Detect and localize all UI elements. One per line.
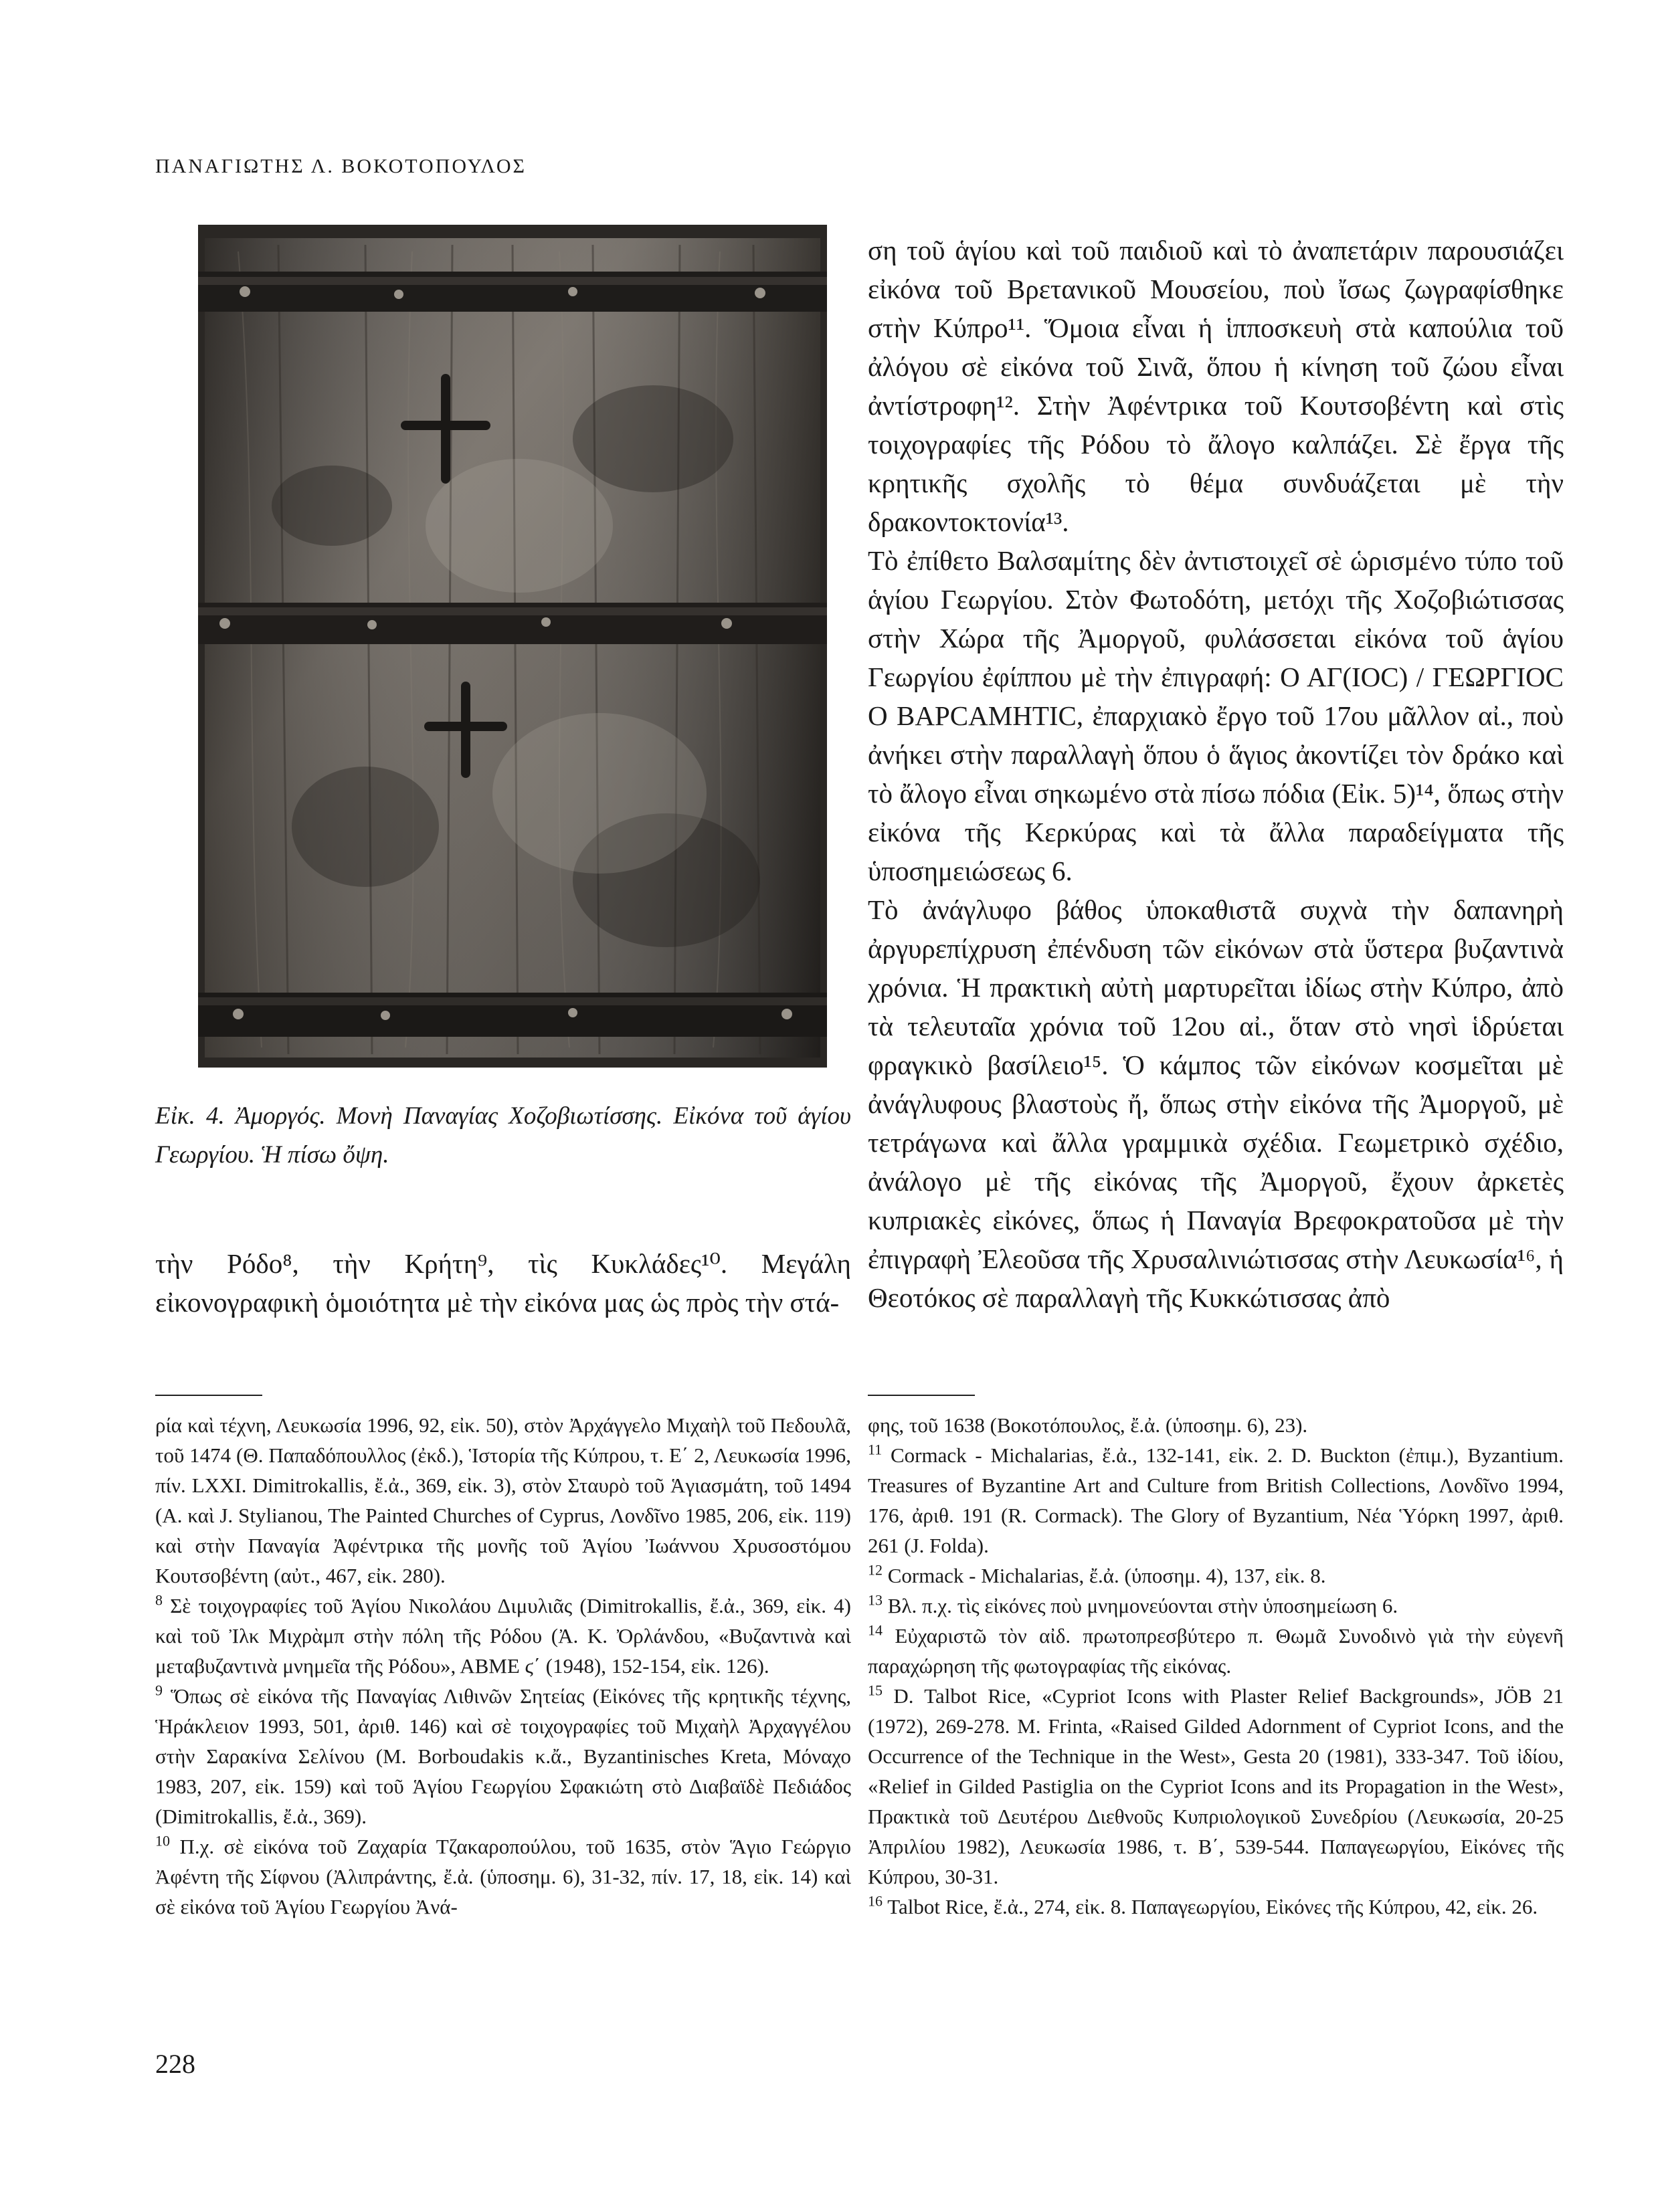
footnote-text: Ὅπως σὲ εἰκόνα τῆς Παναγίας Λιθινῶν Σητείας (Εἰκόνες τῆς κρητικῆς τέχνης, Ἡράκλειον 1993, 501, ἀριθ. 146) καὶ σὲ τοιχογραφίες τοῦ Μιχαὴλ Ἀρχαγγέλου στὴν Σαρακίνα Σελίνου (M. Borboudakis κ.ἄ., Byzantinisches Kreta, Μόναχο 1983, 207, εἰκ. 159) καὶ τοῦ Ἁγίου Γεωργίου Σφακιώτη στὸ Διαβαϊδὲ Πεδιάδος (Dimitrokallis, ἔ.ἀ., 369). [155,1684,852,1828]
footnote-text: Cormack - Michalarias, ἔ.ἀ. (ὑποσημ. 4), 137, εἰκ. 8. [887,1564,1326,1587]
body-text-right [868,231,1564,1317]
footnote [155,1591,851,1681]
paragraph: Τὸ ἐπίθετο Βαλσαμίτης δὲν ἀντιστοιχεῖ σὲ ὡρισμένο τύπο τοῦ ἁγίου Γεωργίου. Στὸν Φωτοδότη, μετόχι τῆς Χοζοβιώτισσας στὴν Χώρα τῆς Ἀμοργοῦ, φυλάσσεται εἰκόνα τοῦ ἁγίου Γεωργίου ἐφίππου μὲ τὴν ἐπιγραφή: Ο ΑΓ(ΙΟC) / ΓΕΩΡΓΙΟC Ο ΒΑΡCΑΜΗΤΙC, ἐπαρχιακὸ ἔργο τοῦ 17ου μᾶλλον αἰ., ποὺ ἀνήκει στὴν παραλλαγὴ ὅπου ὁ ἅγιος ἀκοντίζει τὸν δράκο καὶ τὸ ἄλογο εἶναι σηκωμένο στὰ πίσω πόδια (Εἰκ. 5)¹⁴, ὅπως στὴν εἰκόνα τῆς Κερκύρας καὶ τὰ ἄλλα παραδείγματα τῆς ὑποσημειώσεως 6. [868,545,1564,886]
footnote [868,1410,1564,1440]
footnote-number: 9 [155,1682,163,1699]
paragraph: ση τοῦ ἁγίου καὶ τοῦ παιδιοῦ καὶ τὸ ἀναπετάριν παρουσιάζει εἰκόνα τοῦ Βρετανικοῦ Μουσείου, ποὺ ἴσως ζωγραφίσθηκε στὴν Κύπρο¹¹. Ὅμοια εἶναι ἡ ἱπποσκευὴ στὰ καπούλια τοῦ ἀλόγου σὲ εἰκόνα τοῦ Σινᾶ, ὅπου ἡ κίνηση τοῦ ζώου εἶναι ἀντίστροφη¹². Στὴν Ἀφέντρικα τοῦ Κουτσοβέντη καὶ στὶς τοιχογραφίες τῆς Ρόδου τὸ ἄλογο καλπάζει. Σὲ ἔργα τῆς κρητικῆς σχολῆς τὸ θέμα συνδυάζεται μὲ τὴν δρακοντοκτονία¹³. [868,235,1564,537]
footnote [155,1831,851,1922]
footnote-text: Talbot Rice, ἔ.ἀ., 274, εἰκ. 8. Παπαγεωργίου, Εἰκόνες τῆς Κύπρου, 42, εἰκ. 26. [887,1895,1538,1918]
footnote [868,1892,1564,1922]
footnote-text: φης, τοῦ 1638 (Βοκοτόπουλος, ἔ.ἀ. (ὑποσημ. 6), 23). [868,1413,1308,1437]
footnote-separator-right [868,1395,975,1396]
footnote-number: 15 [868,1682,883,1699]
body-text-left: τὴν Ρόδο⁸, τὴν Κρήτη⁹, τὶς Κυκλάδες¹⁰. Μεγάλη εἰκονογραφικὴ ὁμοιότητα μὲ τὴν εἰκόνα μας ὡς πρὸς τὴν στά- [155,1248,851,1318]
footnote-text: Εὐχαριστῶ τὸν αἰδ. πρωτοπρεσβύτερο π. Θωμᾶ Συνοδινὸ γιὰ τὴν εὐγενῆ παραχώρηση τῆς φωτογραφίας τῆς εἰκόνας. [868,1624,1564,1678]
footnote-text: Σὲ τοιχογραφίες τοῦ Ἁγίου Νικολάου Διμυλιᾶς (Dimitrokallis, ἔ.ἀ., 369, εἰκ. 4) καὶ τοῦ Ἰλκ Μιχρὰμπ στὴν πόλη τῆς Ρόδου (Ἀ. Κ. Ὀρλάνδου, «Βυζαντινὰ καὶ μεταβυζαντινὰ μνημεῖα τῆς Ρόδου», ΑΒΜΕ ϛ΄ (1948), 152-154, εἰκ. 126). [155,1594,852,1678]
footnote [868,1591,1564,1621]
footnote-text: Π.χ. σὲ εἰκόνα τοῦ Ζαχαρία Τζακαροπούλου, τοῦ 1635, στὸν Ἅγιο Γεώργιο Ἀφέντη τῆς Σίφνου (Ἀλιπράντης, ἔ.ἀ. (ὑποσημ. 6), 31-32, πίν. 17, 18, εἰκ. 14) καὶ σὲ εἰκόνα τοῦ Ἁγίου Γεωργίου Ἀνά- [155,1835,852,1918]
footnote-text: ρία καὶ τέχνη, Λευκωσία 1996, 92, εἰκ. 50), στὸν Ἀρχάγγελο Μιχαὴλ τοῦ Πεδουλᾶ, τοῦ 1474 (Θ. Παπαδόπουλλος (ἐκδ.), Ἱστορία τῆς Κύπρου, τ. Ε΄ 2, Λευκωσία 1996, πίν. LXXI. Dimitrokallis, ἔ.ἀ., 369, εἰκ. 3), στὸν Σταυρὸ τοῦ Ἁγιασμάτη, τοῦ 1494 (Α. καὶ J. Stylianou, The Painted Churches of Cyprus, Λονδῖνο 1985, 206, εἰκ. 119) καὶ στὴν Παναγία Ἀφέντρικα τῆς μονῆς τοῦ Ἁγίου Ἰωάννου Χρυσοστόμου Κουτσοβέντη (αὐτ., 467, εἰκ. 280). [155,1413,851,1587]
footnote-number: 8 [155,1591,163,1609]
footnote-text: D. Talbot Rice, «Cypriot Icons with Plaster Relief Backgrounds», JÖB 21 (1972), 269-278. M. Frinta, «Raised Gilded Adornment of Cypriot Icons, and the Occurrence of the Technique in the West», Gesta 20 (1981), 333-347. Τοῦ ἰδίου, «Relief in Gilded Pastiglia on the Cypriot Icons and its Propagation in the West», Πρακτικὰ τοῦ Δευτέρου Διεθνοῦς Κυπριολογικοῦ Συνεδρίου (Λευκωσία, 20-25 Ἀπριλίου 1982), Λευκωσία 1986, τ. Β΄, 539-544. Παπαγεωργίου, Εἰκόνες τῆς Κύπρου, 30-31. [868,1684,1564,1888]
footnote [868,1440,1564,1561]
footnote [868,1561,1564,1591]
footnote-number: 10 [155,1832,170,1849]
footnote-number: 13 [868,1591,883,1609]
wooden-panel-photo [198,225,827,1068]
footnote [868,1681,1564,1892]
running-head: ΠΑΝΑΓΙΩΤΗΣ Λ. ΒΟΚΟΤΟΠΟΥΛΟΣ [155,155,527,177]
footnotes-right [868,1410,1564,1922]
footnote-number: 14 [868,1621,883,1639]
footnote-number: 16 [868,1892,883,1910]
figure-caption: Εἰκ. 4. Ἀμοργός. Μονὴ Παναγίας Χοζοβιωτίσσης. Εἰκόνα τοῦ ἁγίου Γεωργίου. Ἡ πίσω ὄψη. [155,1102,851,1169]
paragraph: Τὸ ἀνάγλυφο βάθος ὑποκαθιστᾶ συχνὰ τὴν δαπανηρὴ ἀργυρεπίχρυση ἐπένδυση τῶν εἰκόνων στὰ ὕστερα βυζαντινὰ χρόνια. Ἡ πρακτικὴ αὐτὴ μαρτυρεῖται ἰδίως στὴν Κύπρο, ἀπὸ τὰ τελευταῖα χρόνια τοῦ 12ου αἰ., ὅταν στὸ νησὶ ἱδρύεται φραγκικὸ βασίλειο¹⁵. Ὁ κάμπος τῶν εἰκόνων κοσμεῖται μὲ ἀνάγλυφους βλαστοὺς ἤ, ὅπως στὴν εἰκόνα τῆς Ἀμοργοῦ, μὲ τετράγωνα καὶ ἄλλα γραμμικὰ σχέδια. Γεωμετρικὸ σχέδιο, ἀνάλογο μὲ τῆς εἰκόνας τῆς Ἀμοργοῦ, ἔχουν ἀρκετὲς κυπριακὲς εἰκόνες, ὅπως ἡ Παναγία Βρεφοκρατοῦσα μὲ τὴν ἐπιγραφὴ Ἐλεοῦσα τῆς Χρυσαλινιώτισσας στὴν Λευκωσία¹⁶, ἡ Θεοτόκος σὲ παραλλαγὴ τῆς Κυκκώτισσας ἀπὸ [868,894,1564,1313]
footnote-text: Βλ. π.χ. τὶς εἰκόνες ποὺ μνημονεύονται στὴν ὑποσημείωση 6. [887,1594,1398,1617]
figure-icon-back-photo [198,225,827,1068]
footnotes-left [155,1410,851,1922]
footnote-number: 12 [868,1561,883,1579]
footnote [868,1621,1564,1681]
page-number: 228 [155,2049,195,2079]
footnote-number: 11 [868,1441,883,1458]
footnote [155,1410,851,1591]
footnote-text: Cormack - Michalarias, ἔ.ἀ., 132-141, εἰκ. 2. D. Buckton (ἐπιμ.), Byzantium. Treasures of Byzantine Art and Culture from British Collections, Λονδῖνο 1994, 176, ἀριθ. 191 (R. Cormack). The Glory of Byzantium, Νέα Ὑόρκη 1997, ἀριθ. 261 (J. Folda). [868,1443,1564,1557]
footnote-separator-left [155,1395,262,1396]
footnote [155,1681,851,1831]
